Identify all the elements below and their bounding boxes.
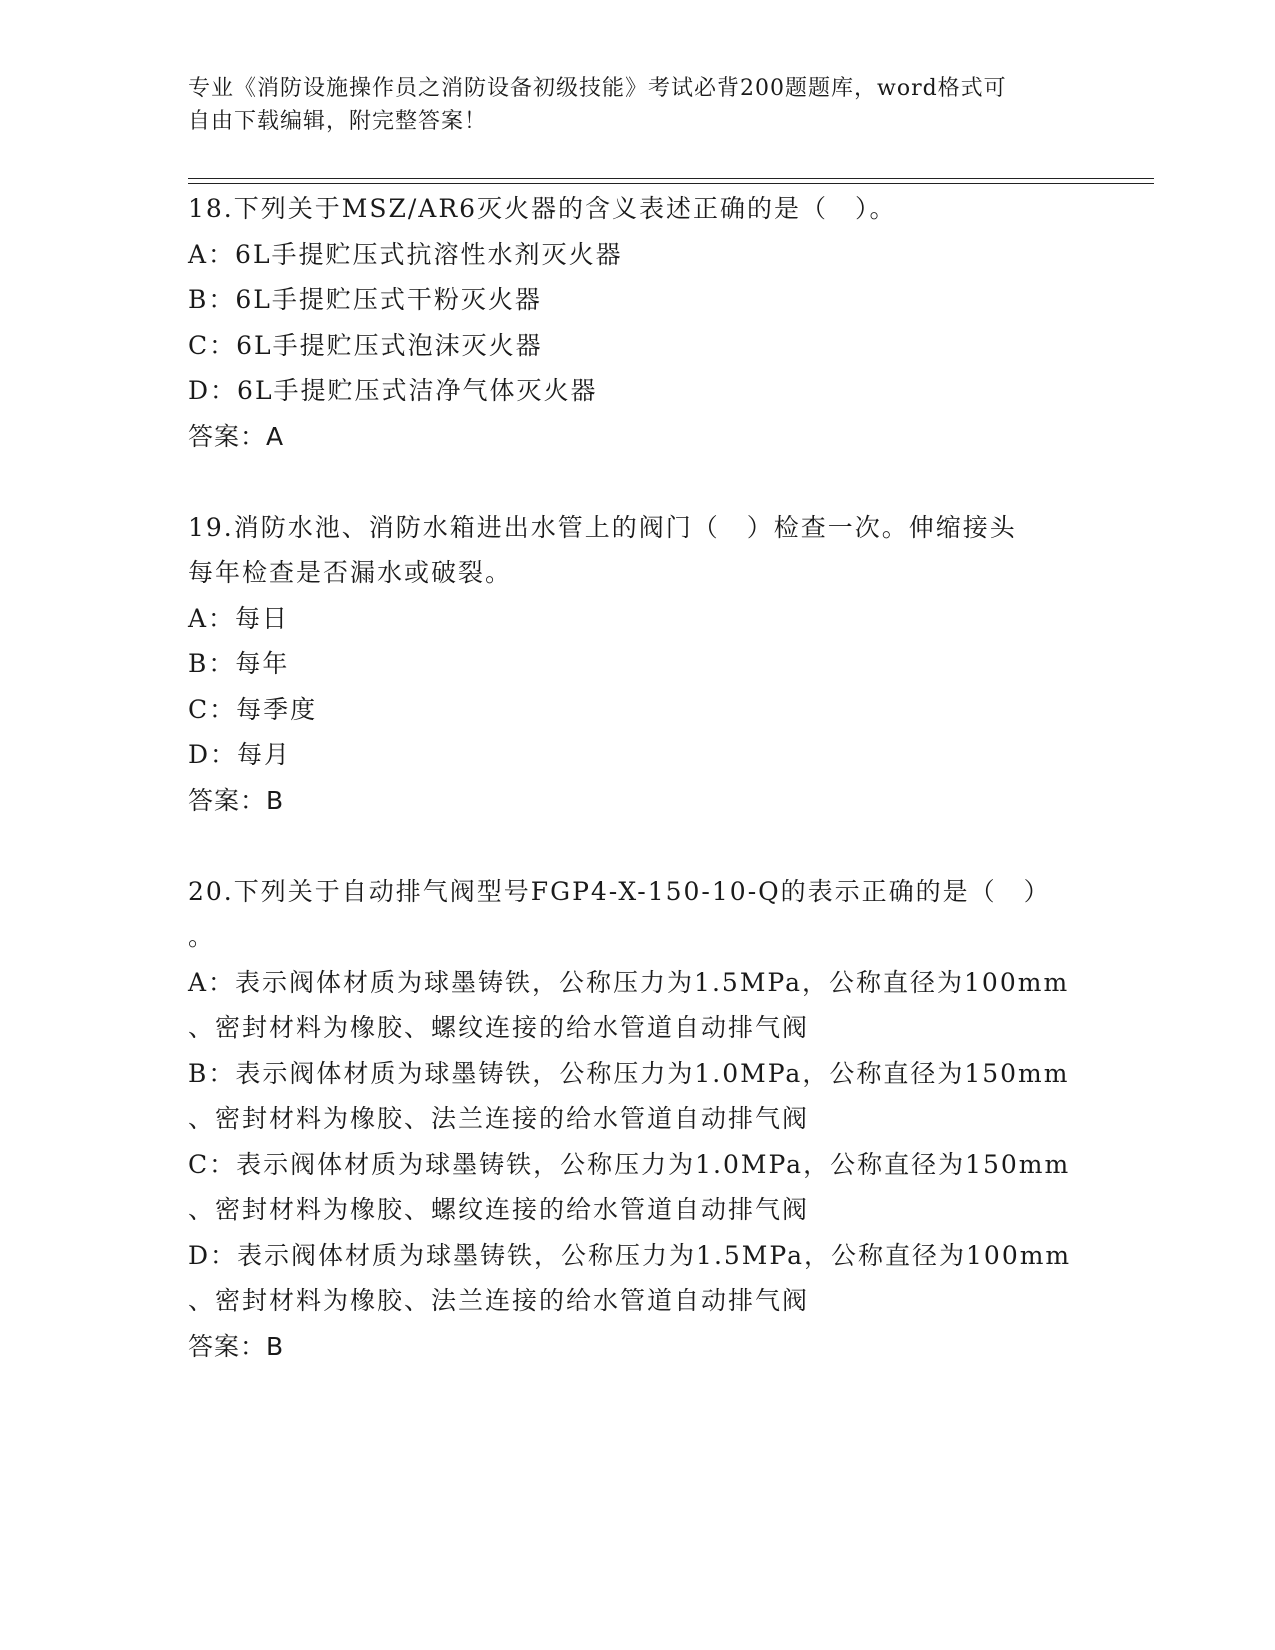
question-stem-line: 20.下列关于自动排气阀型号FGP4-X-150-10-Q的表示正确的是（ ） (188, 876, 1051, 906)
option-line: B：每年 (188, 649, 290, 678)
header-line-1: 专业《消防设施操作员之消防设备初级技能》考试必背200题题库，word格式可 (188, 76, 1007, 101)
option-line: C：每季度 (188, 694, 318, 724)
option-line: 、密封材料为橡胶、螺纹连接的给水管道自动排气阀 (188, 1195, 810, 1224)
question-stem-line: 19.消防水池、消防水箱进出水管上的阀门（ ）检查一次。伸缩接头 (188, 512, 1017, 542)
header-divider-top (188, 178, 1154, 179)
question-stem-line: 18.下列关于MSZ/AR6灭火器的含义表述正确的是（ ）。 (188, 194, 897, 223)
option-line: D：表示阀体材质为球墨铸铁，公称压力为1.5MPa，公称直径为100mm (188, 1240, 1072, 1270)
option-line: A：每日 (188, 603, 290, 633)
header-line-2: 自由下载编辑，附完整答案！ (188, 109, 488, 134)
option-line: 、密封材料为橡胶、法兰连接的给水管道自动排气阀 (188, 1104, 810, 1133)
option-line: D：6L手提贮压式洁净气体灭火器 (188, 376, 598, 405)
option-line: C：6L手提贮压式泡沫灭火器 (188, 330, 543, 360)
question-spacer (188, 823, 1088, 869)
document-header (188, 72, 1088, 138)
answer-line: 答案：A (188, 421, 285, 451)
question-list (188, 186, 1088, 1369)
option-line: B：表示阀体材质为球墨铸铁，公称压力为1.0MPa，公称直径为150mm (188, 1058, 1070, 1088)
option-line: A：表示阀体材质为球墨铸铁，公称压力为1.5MPa，公称直径为100mm (188, 967, 1070, 997)
option-line: 、密封材料为橡胶、螺纹连接的给水管道自动排气阀 (188, 1013, 810, 1042)
question-block (188, 869, 1088, 1370)
answer-line: 答案：B (188, 1331, 285, 1361)
question-stem-line: 每年检查是否漏水或破裂。 (188, 558, 513, 587)
header-divider-bottom (188, 183, 1154, 184)
question-spacer (188, 459, 1088, 505)
option-line: D：每月 (188, 740, 292, 769)
option-line: 、密封材料为橡胶、法兰连接的给水管道自动排气阀 (188, 1286, 810, 1315)
question-stem-line: 。 (188, 922, 216, 951)
question-block (188, 505, 1088, 824)
question-block (188, 186, 1088, 459)
answer-line: 答案：B (188, 785, 285, 815)
option-line: B：6L手提贮压式干粉灭火器 (188, 285, 542, 314)
option-line: A：6L手提贮压式抗溶性水剂灭火器 (188, 239, 623, 269)
option-line: C：表示阀体材质为球墨铸铁，公称压力为1.0MPa，公称直径为150mm (188, 1149, 1071, 1179)
